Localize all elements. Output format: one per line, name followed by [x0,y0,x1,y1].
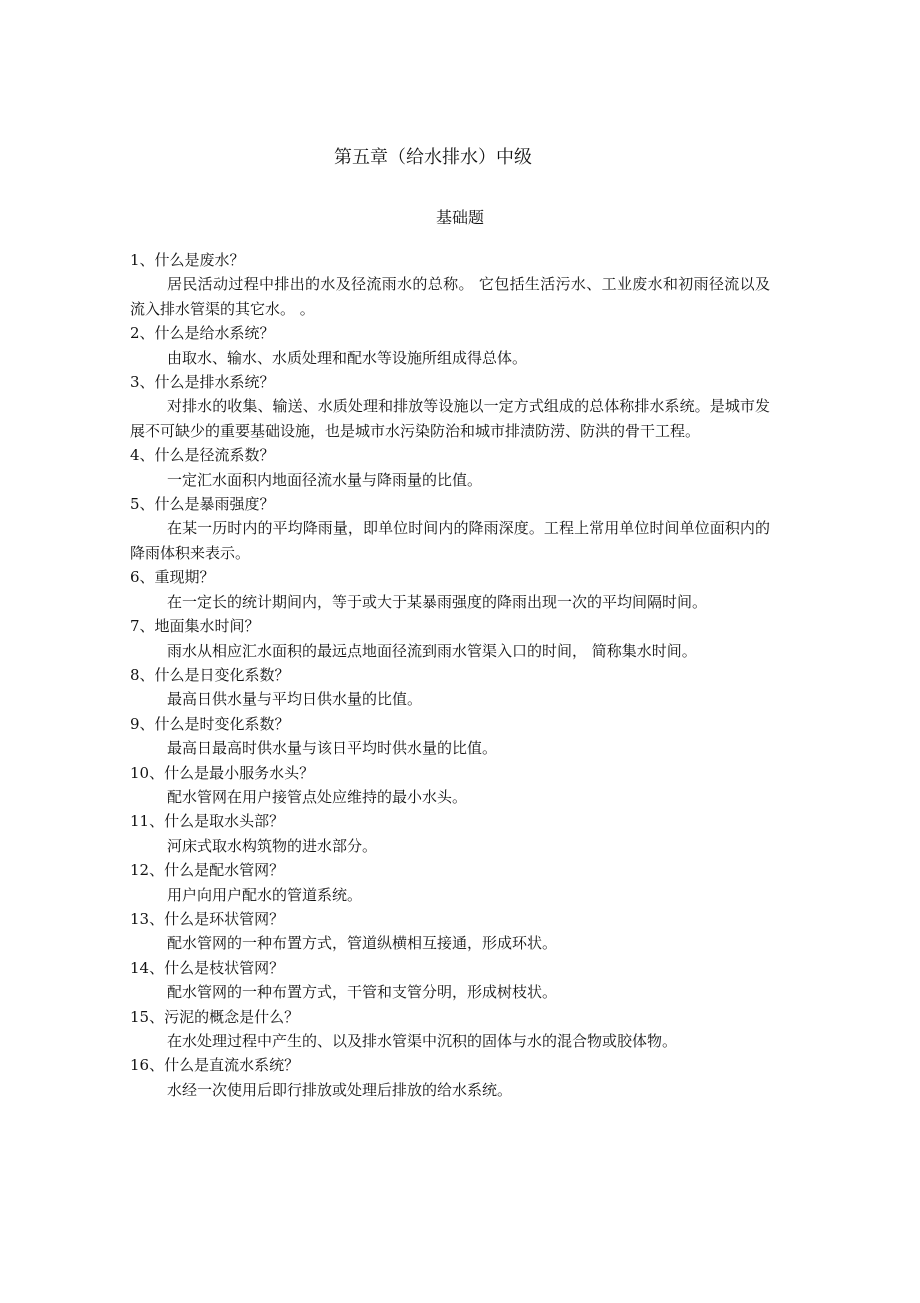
answer: 居民活动过程中排出的水及径流雨水的总称。 它包括生活污水、工业废水和初雨径流以及流入排水管渠的其它水。 。 [130,275,770,318]
qa-item [130,761,770,810]
question: 8、什么是日变化系数？ [130,665,290,684]
question: 6、重现期？ [130,568,215,587]
answer: 配水管网的一种布置方式，管道纵横相互接通，形成环状。 [167,934,558,953]
qa-item [130,565,770,614]
qa-list [130,248,770,1102]
answer: 配水管网在用户接管点处应维持的最小水头。 [167,787,468,806]
qa-item [130,809,770,858]
document-title: 第五章（给水排水）中级 [334,147,532,168]
question: 5、什么是暴雨强度？ [130,495,275,514]
answer: 最高日供水量与平均日供水量的比值。 [167,690,423,709]
qa-item [130,1053,770,1102]
section-subtitle: 基础题 [435,208,484,227]
answer: 河床式取水构筑物的进水部分。 [167,836,378,855]
qa-item [130,614,770,663]
answer: 用户向用户配水的管道系统。 [167,885,363,904]
question: 2、什么是给水系统？ [130,324,275,343]
qa-item [130,321,770,370]
answer: 对排水的收集、输送、水质处理和排放等设施以一定方式组成的总体称排水系统。是城市发展不可缺少的重要基础设施，也是城市水污染防治和城市排渍防涝、防洪的骨干工程。 [130,397,770,440]
answer: 在一定长的统计期间内，等于或大于某暴雨强度的降雨出现一次的平均间隔时间。 [167,592,708,611]
qa-item [130,492,770,565]
answer: 一定汇水面积内地面径流水量与降雨量的比值。 [167,470,483,489]
question: 7、地面集水时间？ [130,617,260,636]
answer: 水经一次使用后即行排放或处理后排放的给水系统。 [167,1080,513,1099]
question: 1、什么是废水？ [130,251,245,269]
answer: 配水管网的一种布置方式，干管和支管分明，形成树枝状。 [167,983,558,1002]
qa-item [130,907,770,956]
question: 4、什么是径流系数？ [130,446,275,465]
question: 15、污泥的概念是什么？ [130,1007,300,1026]
question: 3、什么是排水系统？ [130,373,275,392]
qa-item [130,712,770,761]
answer: 在水处理过程中产生的、以及排水管渠中沉积的固体与水的混合物或胶体物。 [167,1032,678,1050]
question: 16、什么是直流水系统？ [130,1056,300,1075]
answer: 最高日最高时供水量与该日平均时供水量的比值。 [167,739,498,758]
qa-item [130,1005,770,1054]
question: 13、什么是环状管网？ [130,909,285,928]
question: 11、什么是取水头部？ [130,812,285,831]
qa-item [130,443,770,492]
question: 9、什么是时变化系数？ [130,714,290,733]
answer: 由取水、输水、水质处理和配水等设施所组成得总体。 [167,348,528,367]
qa-item [130,858,770,907]
qa-item [130,370,770,443]
qa-item [130,663,770,712]
answer: 雨水从相应汇水面积的最远点地面径流到雨水管渠入口的时间， 简称集水时间。 [167,641,697,660]
answer: 在某一历时内的平均降雨量，即单位时间内的降雨深度。工程上常用单位时间单位面积内的降雨体积来表示。 [130,519,770,562]
question: 12、什么是配水管网？ [130,861,285,880]
question: 10、什么是最小服务水头？ [130,763,315,782]
qa-item [130,248,770,321]
question: 14、什么是枝状管网？ [130,958,285,977]
qa-item [130,956,770,1005]
